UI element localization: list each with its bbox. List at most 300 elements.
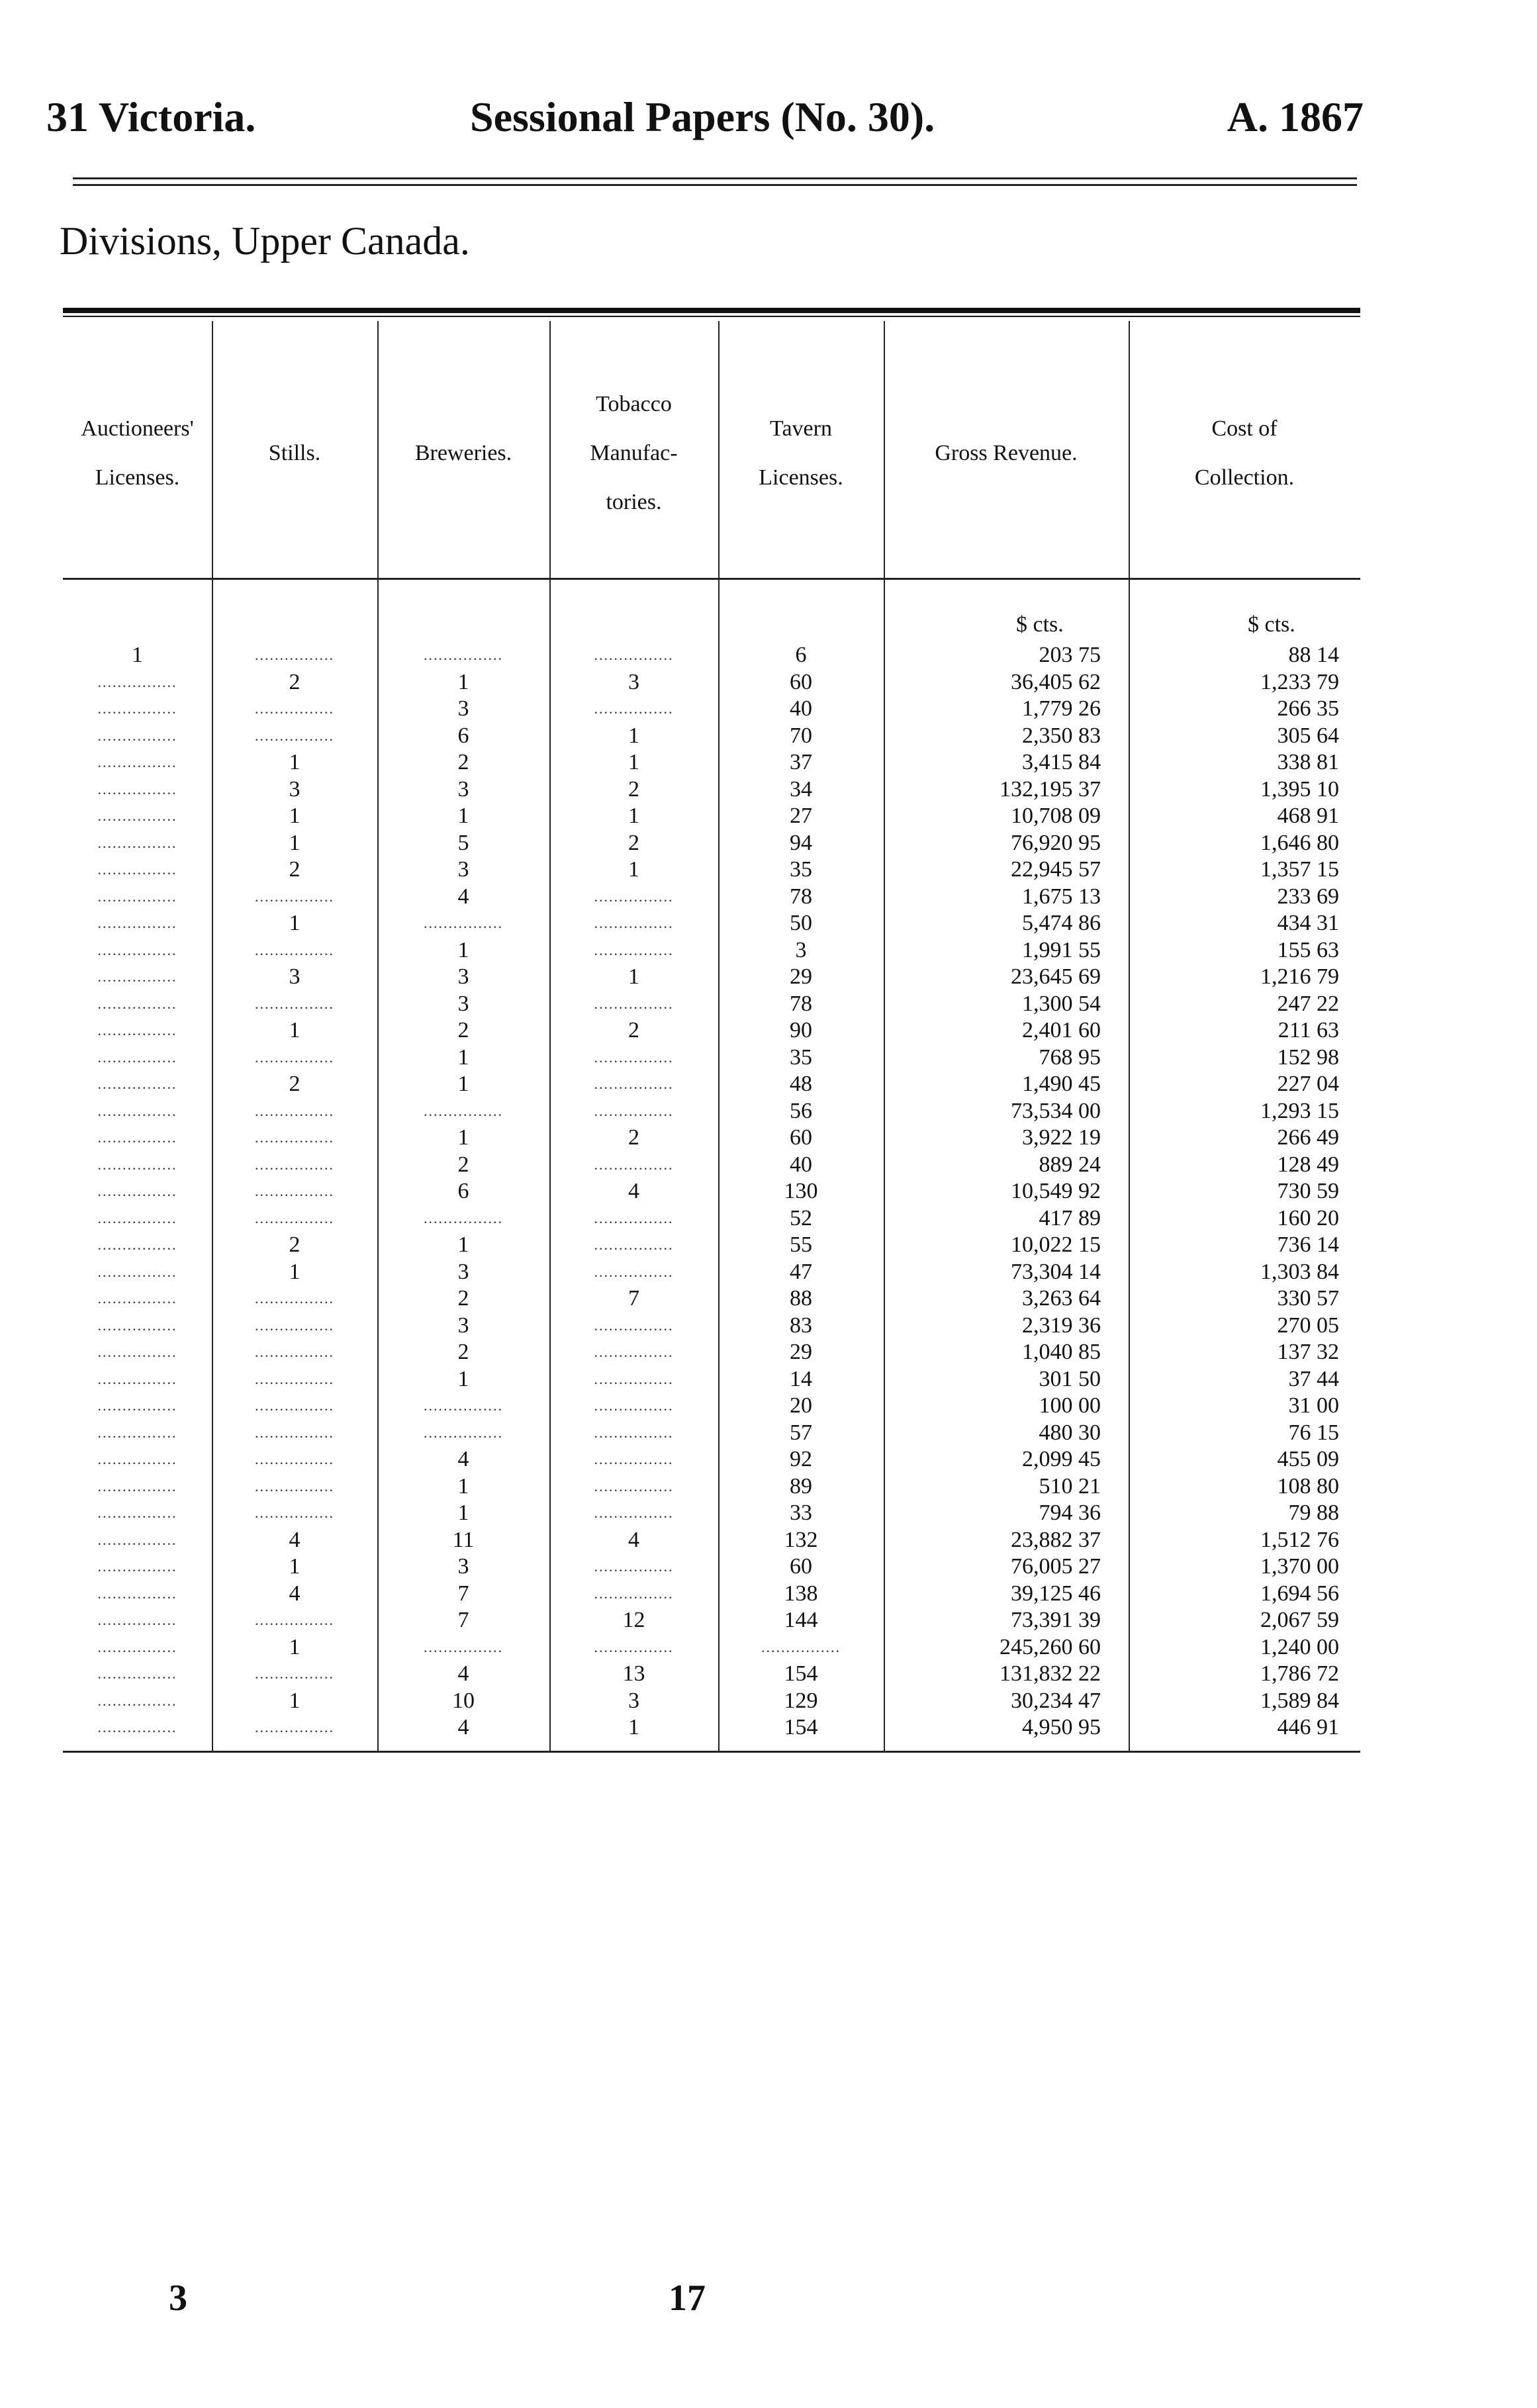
cell-tobacco: ................ <box>594 1451 674 1467</box>
cell-auctioneers: ................ <box>97 727 177 744</box>
cell-auctioneers: ................ <box>97 1665 177 1682</box>
table-row <box>63 1714 1360 1741</box>
header-gross <box>884 354 1129 553</box>
cell-cost: 227 04 <box>1277 1072 1339 1096</box>
cell-tavern: 78 <box>790 991 812 1016</box>
cell-breweries: 4 <box>457 884 469 909</box>
cell-tobacco: 1 <box>628 750 639 774</box>
cell-tavern: 6 <box>795 643 807 667</box>
cell-tobacco: ................ <box>594 700 674 717</box>
cell-auctioneers: ................ <box>97 1317 177 1334</box>
cell-auctioneers: ................ <box>97 968 177 985</box>
cell-tavern: 55 <box>790 1232 812 1257</box>
cell-auctioneers: ................ <box>97 1344 177 1360</box>
cell-breweries: 6 <box>457 1179 469 1203</box>
cell-tobacco: ................ <box>594 915 674 931</box>
cell-tobacco: 2 <box>628 830 639 855</box>
cell-cost: 1,512 76 <box>1260 1527 1339 1552</box>
table-row <box>63 1581 1360 1607</box>
cell-gross: 794 36 <box>1039 1501 1101 1525</box>
cell-breweries: ................ <box>424 1102 503 1119</box>
cell-cost: 1,216 79 <box>1260 964 1339 989</box>
cell-tobacco: ................ <box>594 1317 674 1334</box>
cell-stills: 1 <box>289 1018 301 1042</box>
cell-tavern: 88 <box>790 1286 812 1311</box>
cell-auctioneers: ................ <box>97 754 177 770</box>
cell-cost: 155 63 <box>1277 937 1339 962</box>
table-row <box>63 1634 1360 1661</box>
cell-gross: 3,415 84 <box>1022 750 1101 774</box>
cell-breweries: 3 <box>457 991 469 1016</box>
cell-gross: 245,260 60 <box>1000 1634 1101 1659</box>
cell-stills: ................ <box>255 1317 334 1334</box>
cell-gross: 23,645 69 <box>1011 964 1101 989</box>
table-row <box>63 1152 1360 1178</box>
cell-auctioneers: ................ <box>97 1424 177 1441</box>
cell-stills: 1 <box>289 911 301 935</box>
cell-stills: ................ <box>255 888 334 905</box>
table-row <box>63 910 1360 937</box>
cell-auctioneers: ................ <box>97 1263 177 1280</box>
cell-breweries: 1 <box>457 1501 469 1525</box>
cell-tavern: 154 <box>784 1661 818 1686</box>
cell-auctioneers: 1 <box>132 643 143 667</box>
cell-tavern: 56 <box>790 1098 812 1123</box>
cell-auctioneers: ................ <box>97 1022 177 1039</box>
cell-stills: 1 <box>289 1688 301 1713</box>
cell-gross: 2,401 60 <box>1022 1018 1101 1042</box>
cell-cost: 434 31 <box>1277 911 1339 935</box>
table-row <box>63 1473 1360 1500</box>
cell-tobacco: 1 <box>628 1715 639 1739</box>
cell-tavern: 130 <box>784 1179 818 1203</box>
table-row <box>63 1044 1360 1071</box>
running-header <box>46 93 1364 152</box>
cell-breweries: ................ <box>424 1424 503 1441</box>
cell-tobacco: 2 <box>628 1018 639 1042</box>
cell-stills: ................ <box>255 1397 334 1414</box>
table-row <box>63 1285 1360 1312</box>
cell-gross: 100 00 <box>1039 1393 1101 1418</box>
cell-gross: 889 24 <box>1039 1152 1101 1177</box>
cell-breweries: 7 <box>457 1608 469 1632</box>
cell-tavern: 57 <box>790 1420 812 1445</box>
cell-auctioneers: ................ <box>97 1719 177 1736</box>
header-stills <box>212 354 377 553</box>
header-volume: 31 Victoria. <box>46 93 256 140</box>
table-row <box>63 1446 1360 1473</box>
cell-tobacco: 13 <box>622 1661 645 1686</box>
cell-auctioneers: ................ <box>97 780 177 798</box>
cell-auctioneers: ................ <box>97 1129 177 1146</box>
cell-tobacco: ................ <box>594 1263 674 1280</box>
cell-tobacco: ................ <box>594 1076 674 1092</box>
cell-auctioneers: ................ <box>97 1370 177 1387</box>
cell-tavern: 70 <box>790 723 812 748</box>
header-tavern-line2: Licenses. <box>759 465 843 490</box>
cell-tobacco: ................ <box>594 1209 674 1227</box>
header-tobacco-line3: tories. <box>606 490 662 514</box>
header-title: Sessional Papers (No. 30). <box>470 93 935 140</box>
cell-cost: 1,786 72 <box>1260 1661 1339 1686</box>
cell-tobacco: 4 <box>628 1179 639 1203</box>
cell-tavern: 132 <box>784 1527 818 1552</box>
cell-cost: 128 49 <box>1277 1152 1339 1177</box>
cell-tobacco: ................ <box>594 1156 674 1173</box>
cell-breweries: ................ <box>424 1397 503 1414</box>
cell-breweries: 3 <box>457 776 469 802</box>
table-row <box>63 1527 1360 1553</box>
cell-cost: 2,067 59 <box>1260 1608 1339 1632</box>
cell-gross: 417 89 <box>1039 1205 1101 1230</box>
cell-breweries: 1 <box>457 1366 469 1391</box>
cell-tobacco: 2 <box>628 776 639 802</box>
cell-tavern: 78 <box>790 884 812 909</box>
cell-tobacco: ................ <box>594 1397 674 1414</box>
cell-tavern: 154 <box>784 1715 818 1739</box>
table-row <box>63 696 1360 722</box>
cell-auctioneers: ................ <box>97 1477 177 1495</box>
cell-cost: 1,293 15 <box>1260 1098 1339 1123</box>
cell-gross: 1,300 54 <box>1022 991 1101 1016</box>
cell-breweries: 3 <box>457 1259 469 1284</box>
cell-auctioneers: ................ <box>97 1585 177 1602</box>
cell-tavern: ................ <box>761 1638 841 1655</box>
cell-tobacco: ................ <box>594 1048 674 1066</box>
cell-tavern: 35 <box>790 1044 812 1070</box>
cell-breweries: 1 <box>457 804 469 828</box>
table-row <box>63 1098 1360 1125</box>
cell-stills: 1 <box>289 1259 301 1284</box>
cell-breweries: 1 <box>457 937 469 962</box>
cell-stills: 2 <box>289 857 301 882</box>
table-top-rule-thin <box>63 316 1360 317</box>
cell-gross: 73,304 14 <box>1011 1259 1101 1284</box>
cell-gross: 3,922 19 <box>1022 1125 1101 1150</box>
cell-gross: 10,549 92 <box>1011 1179 1101 1203</box>
cell-tavern: 35 <box>790 857 812 882</box>
cell-gross: 73,534 00 <box>1011 1098 1101 1123</box>
cell-tavern: 14 <box>790 1366 812 1391</box>
cell-tavern: 33 <box>790 1501 812 1525</box>
table-row <box>63 669 1360 696</box>
table-row <box>63 937 1360 964</box>
cell-breweries: 1 <box>457 669 469 694</box>
header-tavern-line1: Tavern <box>770 416 832 441</box>
cell-stills: 1 <box>289 830 301 855</box>
cell-stills: ................ <box>255 1156 334 1173</box>
cell-auctioneers: ................ <box>97 941 177 958</box>
cell-gross: 301 50 <box>1039 1366 1101 1391</box>
cell-stills: 1 <box>289 1634 301 1659</box>
cell-tavern: 89 <box>790 1473 812 1499</box>
header-cost-line2: Collection. <box>1194 465 1295 490</box>
cell-breweries: 1 <box>457 1473 469 1499</box>
cell-breweries: 2 <box>457 1340 469 1364</box>
cell-tobacco: ................ <box>594 1558 674 1575</box>
cell-stills: ................ <box>255 647 334 663</box>
cell-breweries: ................ <box>424 1638 503 1655</box>
cell-auctioneers: ................ <box>97 1612 177 1628</box>
header-cost-line1: Cost of <box>1211 416 1278 441</box>
table-row <box>63 884 1360 910</box>
cell-tavern: 27 <box>790 804 812 828</box>
cell-stills: ................ <box>255 1612 334 1628</box>
cell-tavern: 92 <box>790 1447 812 1471</box>
cell-gross: 76,005 27 <box>1011 1554 1101 1579</box>
cell-auctioneers: ................ <box>97 1638 177 1655</box>
cell-breweries: 3 <box>457 696 469 721</box>
table-row <box>63 1607 1360 1634</box>
cell-gross: 5,474 86 <box>1022 911 1101 935</box>
cell-tobacco: 1 <box>628 723 639 748</box>
cell-stills: ................ <box>255 1290 334 1307</box>
cell-gross: 39,125 46 <box>1011 1581 1101 1606</box>
cell-gross: 22,945 57 <box>1011 857 1101 882</box>
cell-tobacco: ................ <box>594 1344 674 1360</box>
cell-cost: 468 91 <box>1277 804 1339 828</box>
cell-breweries: 5 <box>457 830 469 855</box>
cell-cost: 1,646 80 <box>1260 830 1339 855</box>
cell-cost: 1,240 00 <box>1260 1634 1339 1659</box>
cell-gross: 2,099 45 <box>1022 1447 1101 1471</box>
cell-gross: 4,950 95 <box>1022 1715 1101 1739</box>
cell-gross: 30,234 47 <box>1011 1688 1101 1713</box>
cell-stills: ................ <box>255 1129 334 1146</box>
cell-gross: 1,991 55 <box>1022 937 1101 962</box>
table-row <box>63 723 1360 749</box>
table-row <box>63 1205 1360 1232</box>
cell-auctioneers: ................ <box>97 888 177 905</box>
cell-auctioneers: ................ <box>97 1531 177 1548</box>
cell-stills: ................ <box>255 1102 334 1119</box>
header-rule-2 <box>73 184 1357 186</box>
cell-cost: 37 44 <box>1288 1366 1339 1391</box>
cell-gross: 768 95 <box>1039 1044 1101 1070</box>
cell-cost: 137 32 <box>1277 1340 1339 1364</box>
cell-tobacco: 3 <box>628 1688 639 1713</box>
gross-units: $ cts. <box>1016 612 1064 637</box>
cell-tobacco: 1 <box>628 857 639 882</box>
cell-tavern: 29 <box>790 1340 812 1364</box>
cell-auctioneers: ................ <box>97 1505 177 1521</box>
cell-gross: 131,832 22 <box>1000 1661 1101 1686</box>
table-row <box>63 991 1360 1017</box>
cell-tavern: 94 <box>790 830 812 855</box>
cell-tavern: 40 <box>790 1152 812 1177</box>
cell-tavern: 60 <box>790 1125 812 1150</box>
cell-gross: 480 30 <box>1039 1420 1101 1445</box>
table-row <box>63 1393 1360 1419</box>
cell-stills: ................ <box>255 700 334 717</box>
cell-tavern: 48 <box>790 1072 812 1096</box>
cell-cost: 1,357 15 <box>1260 857 1339 882</box>
cell-stills: ................ <box>255 1344 334 1360</box>
table-row <box>63 1661 1360 1687</box>
cell-breweries: 10 <box>452 1688 475 1713</box>
cell-gross: 10,708 09 <box>1011 804 1101 828</box>
cell-gross: 2,319 36 <box>1022 1313 1101 1338</box>
cell-breweries: 4 <box>457 1661 469 1686</box>
table-top-rule <box>63 308 1360 313</box>
cell-gross: 132,195 37 <box>1000 776 1101 802</box>
cell-tobacco: 2 <box>628 1125 639 1150</box>
cell-auctioneers: ................ <box>97 995 177 1012</box>
header-rule <box>73 177 1357 179</box>
cell-cost: 455 09 <box>1277 1447 1339 1471</box>
cell-stills: ................ <box>255 1451 334 1467</box>
cell-cost: 79 88 <box>1288 1501 1339 1525</box>
cell-cost: 1,395 10 <box>1260 776 1339 802</box>
table-bottom-rule <box>63 1751 1360 1753</box>
cell-auctioneers: ................ <box>97 834 177 851</box>
cell-auctioneers: ................ <box>97 1451 177 1467</box>
cell-tobacco: ................ <box>594 1236 674 1253</box>
table-row <box>63 749 1360 776</box>
page-number: 17 <box>669 2278 706 2319</box>
cell-tavern: 47 <box>790 1259 812 1284</box>
cell-cost: 736 14 <box>1277 1232 1339 1257</box>
cell-cost: 1,589 84 <box>1260 1688 1339 1713</box>
cell-tavern: 52 <box>790 1205 812 1230</box>
cell-tobacco: ................ <box>594 941 674 958</box>
cell-gross: 73,391 39 <box>1011 1608 1101 1632</box>
cell-auctioneers: ................ <box>97 1290 177 1307</box>
cell-tavern: 60 <box>790 669 812 694</box>
cell-stills: 4 <box>289 1527 301 1552</box>
cell-auctioneers: ................ <box>97 700 177 717</box>
cell-stills: 1 <box>289 804 301 828</box>
cell-tavern: 29 <box>790 964 812 989</box>
cell-cost: 270 05 <box>1277 1313 1339 1338</box>
header-auctioneers-line1: Auctioneers' <box>81 416 194 441</box>
header-cost <box>1129 354 1360 553</box>
cell-cost: 211 63 <box>1278 1018 1339 1042</box>
cell-cost: 1,694 56 <box>1260 1581 1339 1606</box>
cell-gross: 510 21 <box>1039 1473 1101 1499</box>
cell-auctioneers: ................ <box>97 1558 177 1575</box>
cell-gross: 1,779 26 <box>1022 696 1101 721</box>
cell-breweries: 2 <box>457 750 469 774</box>
cell-auctioneers: ................ <box>97 1692 177 1709</box>
cell-breweries: 7 <box>457 1581 469 1606</box>
cell-cost: 1,303 84 <box>1260 1259 1339 1284</box>
table-row <box>63 964 1360 990</box>
cell-tobacco: ................ <box>594 1424 674 1441</box>
table-row <box>63 1553 1360 1580</box>
header-tobacco-line2: Manufac- <box>590 441 678 465</box>
cell-cost: 338 81 <box>1277 750 1339 774</box>
cell-gross: 1,675 13 <box>1022 884 1101 909</box>
table-row <box>63 1071 1360 1097</box>
cell-cost: 247 22 <box>1277 991 1339 1016</box>
cell-stills: ................ <box>255 941 334 958</box>
cell-stills: ................ <box>255 1370 334 1387</box>
table-row <box>63 1125 1360 1151</box>
cell-tobacco: ................ <box>594 1585 674 1602</box>
cell-tavern: 20 <box>790 1393 812 1418</box>
header-year: A. 1867 <box>1227 93 1364 140</box>
cell-stills: 4 <box>289 1581 301 1606</box>
cell-stills: 3 <box>289 964 301 989</box>
cell-gross: 1,490 45 <box>1022 1072 1101 1096</box>
cell-auctioneers: ................ <box>97 1102 177 1119</box>
cell-cost: 108 80 <box>1277 1473 1339 1499</box>
header-tobacco <box>549 354 718 553</box>
cell-breweries: 6 <box>457 723 469 748</box>
cell-breweries: 3 <box>457 964 469 989</box>
header-auctioneers <box>63 354 212 553</box>
cell-breweries: 1 <box>457 1125 469 1150</box>
cell-breweries: 3 <box>457 1554 469 1579</box>
header-tavern <box>718 354 884 553</box>
cell-tobacco: 3 <box>628 669 639 694</box>
cell-gross: 36,405 62 <box>1011 669 1101 694</box>
cell-tobacco: ................ <box>594 995 674 1012</box>
header-breweries <box>377 354 549 553</box>
cell-stills: 1 <box>289 750 301 774</box>
cost-units: $ cts. <box>1248 612 1295 637</box>
cell-auctioneers: ................ <box>97 1156 177 1173</box>
cell-auctioneers: ................ <box>97 808 177 824</box>
header-breweries-line1: Breweries. <box>414 441 512 465</box>
header-tobacco-line1: Tobacco <box>596 392 672 416</box>
cell-auctioneers: ................ <box>97 1183 177 1199</box>
cell-breweries: 2 <box>457 1152 469 1177</box>
cell-cost: 160 20 <box>1277 1205 1339 1230</box>
cell-tobacco: 1 <box>628 804 639 828</box>
table-row <box>63 1688 1360 1714</box>
cell-stills: ................ <box>255 1209 334 1227</box>
cell-tavern: 138 <box>784 1581 818 1606</box>
cell-auctioneers: ................ <box>97 1209 177 1227</box>
cell-tobacco: ................ <box>594 1370 674 1387</box>
cell-gross: 2,350 83 <box>1022 723 1101 748</box>
cell-tobacco: 4 <box>628 1527 639 1552</box>
header-bottom-rule <box>63 578 1360 580</box>
cell-tavern: 83 <box>790 1313 812 1338</box>
cell-tobacco: ................ <box>594 1477 674 1495</box>
table-row <box>63 830 1360 857</box>
cell-gross: 76,920 95 <box>1011 830 1101 855</box>
cell-cost: 31 00 <box>1288 1393 1339 1418</box>
cell-gross: 3,263 64 <box>1022 1286 1101 1311</box>
cell-auctioneers: ................ <box>97 673 177 690</box>
cell-stills: 2 <box>289 669 301 694</box>
cell-breweries: 4 <box>457 1447 469 1471</box>
footer-signature-mark: 3 <box>169 2278 187 2319</box>
cell-cost: 446 91 <box>1277 1715 1339 1739</box>
cell-cost: 152 98 <box>1277 1044 1339 1070</box>
cell-stills: ................ <box>255 1048 334 1066</box>
cell-stills: 2 <box>289 1232 301 1257</box>
cell-tobacco: 12 <box>622 1608 645 1632</box>
cell-stills: ................ <box>255 995 334 1012</box>
cell-stills: ................ <box>255 1505 334 1521</box>
cell-tavern: 50 <box>790 911 812 935</box>
cell-stills: ................ <box>255 1719 334 1736</box>
cell-cost: 266 49 <box>1277 1125 1339 1150</box>
cell-tavern: 34 <box>790 776 812 802</box>
cell-breweries: 11 <box>452 1527 475 1552</box>
cell-auctioneers: ................ <box>97 1236 177 1253</box>
cell-tavern: 37 <box>790 750 812 774</box>
cell-gross: 10,022 15 <box>1011 1232 1101 1257</box>
cell-tavern: 3 <box>795 937 807 962</box>
cell-stills: 1 <box>289 1554 301 1579</box>
cell-gross: 1,040 85 <box>1022 1340 1101 1364</box>
cell-cost: 1,370 00 <box>1260 1554 1339 1579</box>
